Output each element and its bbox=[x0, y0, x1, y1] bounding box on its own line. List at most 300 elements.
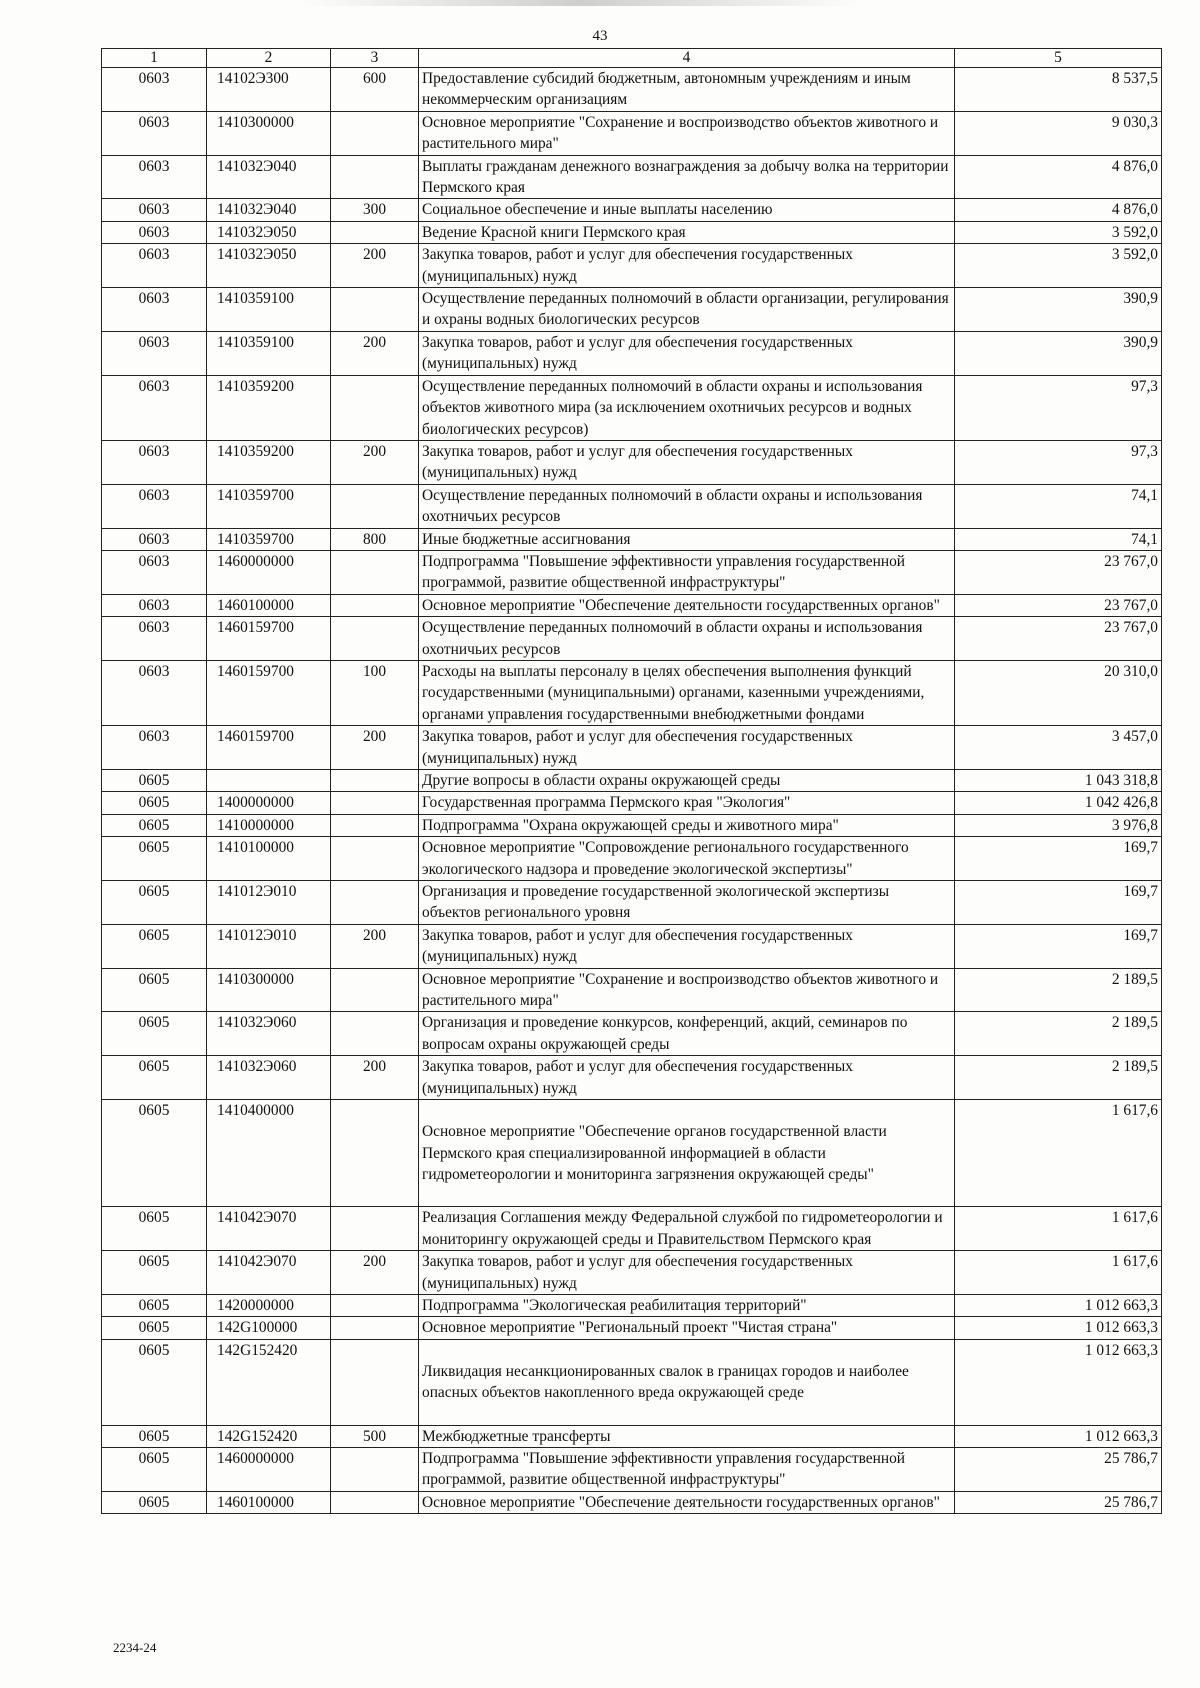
table-row bbox=[102, 1207, 1162, 1251]
cell-text: 1410359100 bbox=[217, 290, 294, 308]
cell-text: 1410000000 bbox=[217, 816, 294, 834]
cell-text: 0603 bbox=[138, 728, 170, 746]
page-number: 43 bbox=[592, 28, 608, 44]
cell-c4 bbox=[419, 68, 955, 112]
cell-c2 bbox=[207, 1251, 331, 1295]
cell-text: 20 310,0 bbox=[1104, 662, 1158, 680]
cell-text: 1 617,6 bbox=[1111, 1102, 1158, 1120]
cell-c4 bbox=[419, 837, 955, 881]
cell-text: 0605 bbox=[138, 772, 170, 789]
cell-c3 bbox=[331, 68, 419, 112]
cell-text: 0605 bbox=[138, 1102, 170, 1120]
cell-c4 bbox=[419, 968, 955, 1012]
cell-text: 1 012 663,3 bbox=[1084, 1296, 1158, 1314]
table-row bbox=[102, 660, 1162, 725]
cell-c1 bbox=[102, 1056, 207, 1100]
cell-text: Ведение Красной книги Пермского края bbox=[422, 223, 686, 241]
cell-c2 bbox=[207, 968, 331, 1012]
cell-c1 bbox=[102, 288, 207, 332]
cell-c2 bbox=[207, 1100, 331, 1207]
cell-c3 bbox=[331, 1012, 419, 1056]
cell-text: Расходы на выплаты персоналу в целях обеспечения выполнения функций государственными (муниципальными) органами, казенными учреждениями, органами управления государственными внебюджетными фондами bbox=[422, 662, 925, 723]
cell-c1 bbox=[102, 1317, 207, 1339]
cell-c4 bbox=[419, 1491, 955, 1513]
cell-text: 0605 bbox=[138, 883, 170, 901]
cell-c2 bbox=[207, 1339, 331, 1425]
cell-text: 0605 bbox=[138, 926, 170, 944]
col-header-1: 1 bbox=[102, 49, 207, 68]
col-header-5: 5 bbox=[955, 49, 1162, 68]
cell-c3 bbox=[331, 199, 419, 221]
table-row bbox=[102, 1251, 1162, 1295]
cell-c5 bbox=[955, 726, 1162, 770]
cell-c4 bbox=[419, 244, 955, 288]
cell-text: 0605 bbox=[138, 839, 170, 857]
cell-c1 bbox=[102, 1012, 207, 1056]
cell-text: 1410359100 bbox=[217, 333, 294, 351]
col-header-3: 3 bbox=[331, 49, 419, 68]
cell-c4 bbox=[419, 1100, 955, 1207]
cell-c5 bbox=[955, 1251, 1162, 1295]
cell-c1 bbox=[102, 1100, 207, 1207]
cell-c1 bbox=[102, 1251, 207, 1295]
cell-c3 bbox=[331, 375, 419, 440]
cell-text: 1410359200 bbox=[217, 442, 294, 460]
cell-c2 bbox=[207, 199, 331, 221]
cell-text: Подпрограмма "Экологическая реабилитация территорий" bbox=[422, 1296, 807, 1314]
cell-c2 bbox=[207, 617, 331, 661]
table-row bbox=[102, 1100, 1162, 1207]
cell-c1 bbox=[102, 550, 207, 594]
cell-c4 bbox=[419, 726, 955, 770]
cell-text: 1 617,6 bbox=[1111, 1253, 1158, 1271]
cell-c1 bbox=[102, 244, 207, 288]
cell-c1 bbox=[102, 68, 207, 112]
cell-c1 bbox=[102, 111, 207, 155]
cell-text: 100 bbox=[362, 662, 387, 680]
cell-text: 390,9 bbox=[1123, 333, 1158, 351]
table-row bbox=[102, 594, 1162, 616]
cell-text: 0605 bbox=[138, 1296, 170, 1314]
cell-c4 bbox=[419, 770, 955, 792]
cell-c5 bbox=[955, 968, 1162, 1012]
cell-c2 bbox=[207, 1056, 331, 1100]
cell-c3 bbox=[331, 1317, 419, 1339]
col-header-2: 2 bbox=[207, 49, 331, 68]
cell-c4 bbox=[419, 594, 955, 616]
cell-c4 bbox=[419, 550, 955, 594]
table-row bbox=[102, 221, 1162, 243]
cell-c4 bbox=[419, 199, 955, 221]
cell-text: 3 976,8 bbox=[1111, 816, 1158, 834]
cell-text: 4 876,0 bbox=[1111, 201, 1158, 219]
cell-text: 142G152420 bbox=[217, 1341, 298, 1359]
cell-text: 1 012 663,3 bbox=[1084, 1341, 1158, 1359]
scan-artifact bbox=[300, 0, 860, 6]
cell-c4 bbox=[419, 1012, 955, 1056]
table-row bbox=[102, 792, 1162, 814]
cell-text: 0605 bbox=[138, 1014, 170, 1032]
cell-c3 bbox=[331, 1491, 419, 1513]
cell-text: 2 189,5 bbox=[1111, 1014, 1158, 1032]
cell-c1 bbox=[102, 155, 207, 199]
cell-c2 bbox=[207, 1207, 331, 1251]
cell-text: Организация и проведение конкурсов, конференций, акций, семинаров по вопросам охраны окружающей среды bbox=[422, 1014, 908, 1053]
table-row bbox=[102, 837, 1162, 881]
table-row bbox=[102, 440, 1162, 484]
cell-text: 200 bbox=[362, 333, 387, 351]
cell-c4 bbox=[419, 1056, 955, 1100]
cell-text: 1410359200 bbox=[217, 377, 294, 395]
cell-text: 3 592,0 bbox=[1111, 246, 1158, 264]
cell-c1 bbox=[102, 617, 207, 661]
cell-c4 bbox=[419, 814, 955, 836]
cell-c5 bbox=[955, 1491, 1162, 1513]
cell-c3 bbox=[331, 440, 419, 484]
cell-text: 74,1 bbox=[1131, 486, 1158, 504]
cell-c3 bbox=[331, 1425, 419, 1447]
cell-c3 bbox=[331, 968, 419, 1012]
cell-text: 97,3 bbox=[1131, 442, 1158, 460]
cell-text: Подпрограмма "Повышение эффективности управления государственной программой, развитие общественной инфраструктуры" bbox=[422, 1449, 906, 1489]
cell-text: 0605 bbox=[138, 1253, 170, 1271]
cell-c2 bbox=[207, 331, 331, 375]
cell-c5 bbox=[955, 1447, 1162, 1491]
cell-text: Закупка товаров, работ и услуг для обеспечения государственных (муниципальных) нужд bbox=[422, 1058, 853, 1097]
cell-c1 bbox=[102, 1207, 207, 1251]
cell-text: 1410400000 bbox=[217, 1102, 294, 1120]
cell-c3 bbox=[331, 594, 419, 616]
cell-c1 bbox=[102, 726, 207, 770]
cell-c5 bbox=[955, 660, 1162, 725]
cell-c4 bbox=[419, 881, 955, 925]
cell-c5 bbox=[955, 1100, 1162, 1207]
cell-text: 200 bbox=[362, 728, 387, 746]
table-body bbox=[102, 68, 1162, 1514]
cell-c4 bbox=[419, 155, 955, 199]
cell-text: 0605 bbox=[138, 1449, 170, 1467]
cell-c3 bbox=[331, 111, 419, 155]
cell-c2 bbox=[207, 1294, 331, 1316]
cell-text: 500 bbox=[362, 1427, 387, 1445]
col-header-4: 4 bbox=[419, 49, 955, 68]
cell-text: Государственная программа Пермского края "Экология" bbox=[422, 794, 791, 812]
cell-text: 23 767,0 bbox=[1104, 552, 1158, 570]
cell-text: 14102Э300 bbox=[217, 70, 289, 87]
cell-c4 bbox=[419, 440, 955, 484]
cell-text: 0605 bbox=[138, 1427, 170, 1445]
cell-c5 bbox=[955, 1012, 1162, 1056]
cell-text: 3 592,0 bbox=[1111, 223, 1158, 241]
cell-c5 bbox=[955, 244, 1162, 288]
cell-text: Закупка товаров, работ и услуг для обеспечения государственных (муниципальных) нужд bbox=[422, 333, 853, 373]
cell-text: 0605 bbox=[138, 816, 170, 834]
cell-c4 bbox=[419, 221, 955, 243]
cell-text: 1410359700 bbox=[217, 530, 294, 548]
cell-c2 bbox=[207, 1447, 331, 1491]
cell-c2 bbox=[207, 68, 331, 112]
cell-text: 1460159700 bbox=[217, 662, 294, 680]
cell-text: Закупка товаров, работ и услуг для обеспечения государственных (муниципальных) нужд bbox=[422, 926, 853, 966]
cell-text: 141032Э040 bbox=[217, 157, 297, 175]
cell-text: 23 767,0 bbox=[1104, 596, 1158, 614]
table-row bbox=[102, 244, 1162, 288]
cell-text: 9 030,3 bbox=[1111, 113, 1158, 131]
cell-c3 bbox=[331, 814, 419, 836]
cell-text: 1 042 426,8 bbox=[1084, 794, 1158, 812]
cell-c2 bbox=[207, 814, 331, 836]
cell-c3 bbox=[331, 792, 419, 814]
cell-text: 169,7 bbox=[1123, 883, 1158, 901]
cell-text: 1410300000 bbox=[217, 113, 294, 131]
cell-text: 0603 bbox=[138, 246, 170, 264]
cell-text: 141042Э070 bbox=[217, 1209, 297, 1227]
cell-text: 142G152420 bbox=[217, 1427, 298, 1445]
cell-text: 1410359700 bbox=[217, 486, 294, 504]
cell-text: 1 012 663,3 bbox=[1084, 1319, 1158, 1337]
cell-text: 141032Э050 bbox=[217, 223, 297, 241]
cell-text: 1 012 663,3 bbox=[1084, 1427, 1158, 1445]
cell-c4 bbox=[419, 1447, 955, 1491]
table-row bbox=[102, 881, 1162, 925]
table-row bbox=[102, 484, 1162, 528]
cell-text: 0603 bbox=[138, 70, 170, 87]
cell-c3 bbox=[331, 1339, 419, 1425]
cell-c1 bbox=[102, 221, 207, 243]
cell-c2 bbox=[207, 726, 331, 770]
cell-text: 0603 bbox=[138, 201, 170, 219]
cell-text: 390,9 bbox=[1123, 290, 1158, 308]
cell-c4 bbox=[419, 1294, 955, 1316]
cell-text: 141032Э060 bbox=[217, 1014, 297, 1032]
cell-text: Иные бюджетные ассигнования bbox=[422, 530, 631, 548]
cell-text: 0603 bbox=[138, 486, 170, 504]
cell-text: 1460000000 bbox=[217, 1449, 294, 1467]
cell-c5 bbox=[955, 1425, 1162, 1447]
cell-c3 bbox=[331, 924, 419, 968]
cell-text: 23 767,0 bbox=[1104, 619, 1158, 637]
cell-c5 bbox=[955, 155, 1162, 199]
cell-c3 bbox=[331, 155, 419, 199]
cell-c1 bbox=[102, 814, 207, 836]
cell-c5 bbox=[955, 111, 1162, 155]
cell-c4 bbox=[419, 484, 955, 528]
cell-c2 bbox=[207, 111, 331, 155]
cell-c2 bbox=[207, 288, 331, 332]
cell-c2 bbox=[207, 1012, 331, 1056]
cell-text: Осуществление переданных полномочий в области организации, регулирования и охраны водных биологических ресурсов bbox=[422, 290, 949, 329]
cell-text: 1460000000 bbox=[217, 552, 294, 570]
cell-text: 4 876,0 bbox=[1111, 157, 1158, 175]
cell-text: 141032Э060 bbox=[217, 1058, 297, 1076]
table-row bbox=[102, 1056, 1162, 1100]
table-row bbox=[102, 111, 1162, 155]
cell-text: 0603 bbox=[138, 223, 170, 241]
cell-text: 200 bbox=[362, 926, 387, 944]
cell-c4 bbox=[419, 288, 955, 332]
cell-c3 bbox=[331, 1207, 419, 1251]
cell-c4 bbox=[419, 1251, 955, 1295]
cell-c2 bbox=[207, 375, 331, 440]
table-row bbox=[102, 1294, 1162, 1316]
cell-c5 bbox=[955, 331, 1162, 375]
cell-text: Межбюджетные трансферты bbox=[422, 1427, 611, 1445]
cell-text: 200 bbox=[362, 1253, 387, 1271]
cell-c4 bbox=[419, 924, 955, 968]
cell-c5 bbox=[955, 881, 1162, 925]
cell-c1 bbox=[102, 331, 207, 375]
cell-c3 bbox=[331, 660, 419, 725]
cell-c5 bbox=[955, 528, 1162, 550]
cell-text: 800 bbox=[362, 530, 387, 548]
cell-c1 bbox=[102, 837, 207, 881]
cell-c4 bbox=[419, 1317, 955, 1339]
cell-text: 3 457,0 bbox=[1111, 728, 1158, 746]
cell-c2 bbox=[207, 1425, 331, 1447]
header-row bbox=[102, 49, 1162, 68]
cell-c2 bbox=[207, 837, 331, 881]
cell-c5 bbox=[955, 924, 1162, 968]
cell-text: 1460100000 bbox=[217, 596, 294, 614]
cell-c5 bbox=[955, 1339, 1162, 1425]
cell-text: Осуществление переданных полномочий в области охраны и использования объектов животного мира (за исключением охотничьих ресурсов и водных биологических ресурсов) bbox=[422, 377, 923, 438]
cell-c3 bbox=[331, 1056, 419, 1100]
cell-c2 bbox=[207, 528, 331, 550]
cell-c1 bbox=[102, 528, 207, 550]
cell-c2 bbox=[207, 881, 331, 925]
cell-c1 bbox=[102, 792, 207, 814]
cell-text: 141012Э010 bbox=[217, 926, 297, 944]
cell-text: 1400000000 bbox=[217, 794, 294, 812]
cell-c1 bbox=[102, 660, 207, 725]
table-row bbox=[102, 1447, 1162, 1491]
cell-text: 0605 bbox=[138, 1058, 170, 1076]
cell-text: 1460159700 bbox=[217, 728, 294, 746]
cell-text: Закупка товаров, работ и услуг для обеспечения государственных (муниципальных) нужд bbox=[422, 246, 853, 285]
table-row bbox=[102, 726, 1162, 770]
cell-c1 bbox=[102, 770, 207, 792]
table-row bbox=[102, 375, 1162, 440]
cell-text: Основное мероприятие "Региональный проект "Чистая страна" bbox=[422, 1319, 838, 1337]
cell-c5 bbox=[955, 1317, 1162, 1339]
cell-text: 169,7 bbox=[1123, 926, 1158, 944]
cell-text: 2 189,5 bbox=[1111, 970, 1158, 988]
cell-c1 bbox=[102, 484, 207, 528]
cell-c3 bbox=[331, 881, 419, 925]
cell-text: 1460159700 bbox=[217, 619, 294, 637]
cell-c2 bbox=[207, 550, 331, 594]
table-row bbox=[102, 924, 1162, 968]
cell-text: Закупка товаров, работ и услуг для обеспечения государственных (муниципальных) нужд bbox=[422, 1253, 853, 1292]
cell-c2 bbox=[207, 221, 331, 243]
cell-text: 0603 bbox=[138, 530, 170, 548]
cell-text: 0603 bbox=[138, 113, 170, 131]
cell-text: Основное мероприятие "Сохранение и воспроизводство объектов животного и растительного мира" bbox=[422, 113, 939, 153]
cell-c4 bbox=[419, 1207, 955, 1251]
cell-text: 200 bbox=[362, 246, 387, 264]
cell-c3 bbox=[331, 1251, 419, 1295]
cell-c4 bbox=[419, 792, 955, 814]
cell-text: 0603 bbox=[138, 157, 170, 175]
cell-text: Осуществление переданных полномочий в области охраны и использования охотничьих ресурсов bbox=[422, 486, 923, 526]
cell-c2 bbox=[207, 155, 331, 199]
table-row bbox=[102, 617, 1162, 661]
table-row bbox=[102, 528, 1162, 550]
cell-c4 bbox=[419, 617, 955, 661]
cell-c2 bbox=[207, 1317, 331, 1339]
table-row bbox=[102, 550, 1162, 594]
cell-c5 bbox=[955, 792, 1162, 814]
cell-text: 200 bbox=[362, 442, 387, 460]
table-row bbox=[102, 68, 1162, 112]
cell-c5 bbox=[955, 1056, 1162, 1100]
table-row bbox=[102, 331, 1162, 375]
cell-text: Выплаты гражданам денежного вознаграждения за добычу волка на территории Пермского края bbox=[422, 157, 949, 197]
cell-c3 bbox=[331, 726, 419, 770]
cell-c4 bbox=[419, 528, 955, 550]
cell-text: Закупка товаров, работ и услуг для обеспечения государственных (муниципальных) нужд bbox=[422, 728, 853, 767]
cell-c5 bbox=[955, 288, 1162, 332]
budget-table bbox=[101, 48, 1162, 1514]
cell-c1 bbox=[102, 594, 207, 616]
cell-text: 97,3 bbox=[1131, 377, 1158, 395]
cell-text: 1 617,6 bbox=[1111, 1209, 1158, 1227]
cell-c5 bbox=[955, 1294, 1162, 1316]
cell-c1 bbox=[102, 1339, 207, 1425]
cell-text: 142G100000 bbox=[217, 1319, 298, 1337]
cell-text: 0603 bbox=[138, 662, 170, 680]
cell-text: 0605 bbox=[138, 1319, 170, 1337]
table-row bbox=[102, 1012, 1162, 1056]
cell-c5 bbox=[955, 837, 1162, 881]
cell-c5 bbox=[955, 617, 1162, 661]
cell-c1 bbox=[102, 881, 207, 925]
cell-text: 0605 bbox=[138, 1209, 170, 1227]
cell-c1 bbox=[102, 440, 207, 484]
cell-c4 bbox=[419, 660, 955, 725]
cell-text: 1420000000 bbox=[217, 1296, 294, 1314]
cell-text: 0603 bbox=[138, 377, 170, 395]
cell-text: Другие вопросы в области охраны окружающей среды bbox=[422, 772, 781, 789]
cell-c5 bbox=[955, 1207, 1162, 1251]
cell-text: 169,7 bbox=[1123, 839, 1158, 857]
cell-text: 141032Э040 bbox=[217, 201, 297, 219]
cell-c5 bbox=[955, 484, 1162, 528]
cell-text: 141042Э070 bbox=[217, 1253, 297, 1271]
cell-c2 bbox=[207, 924, 331, 968]
cell-text: 141032Э050 bbox=[217, 246, 297, 264]
cell-text: Предоставление субсидий бюджетным, автономным учреждениям и иным некоммерческим организациям bbox=[422, 70, 911, 109]
cell-text: 1 043 318,8 bbox=[1084, 772, 1158, 789]
cell-c1 bbox=[102, 199, 207, 221]
table-row bbox=[102, 1339, 1162, 1425]
cell-c2 bbox=[207, 792, 331, 814]
cell-text: Основное мероприятие "Обеспечение деятельности государственных органов" bbox=[422, 596, 940, 614]
cell-text: Подпрограмма "Охрана окружающей среды и животного мира" bbox=[422, 816, 839, 834]
cell-c3 bbox=[331, 528, 419, 550]
cell-c5 bbox=[955, 221, 1162, 243]
cell-text: 25 786,7 bbox=[1104, 1493, 1158, 1511]
cell-text: 0603 bbox=[138, 333, 170, 351]
cell-c1 bbox=[102, 924, 207, 968]
cell-text: 0603 bbox=[138, 596, 170, 614]
cell-c5 bbox=[955, 68, 1162, 112]
cell-text: 2 189,5 bbox=[1111, 1058, 1158, 1076]
cell-text: Закупка товаров, работ и услуг для обеспечения государственных (муниципальных) нужд bbox=[422, 442, 853, 482]
table-row bbox=[102, 968, 1162, 1012]
cell-text: 0603 bbox=[138, 552, 170, 570]
cell-c1 bbox=[102, 968, 207, 1012]
